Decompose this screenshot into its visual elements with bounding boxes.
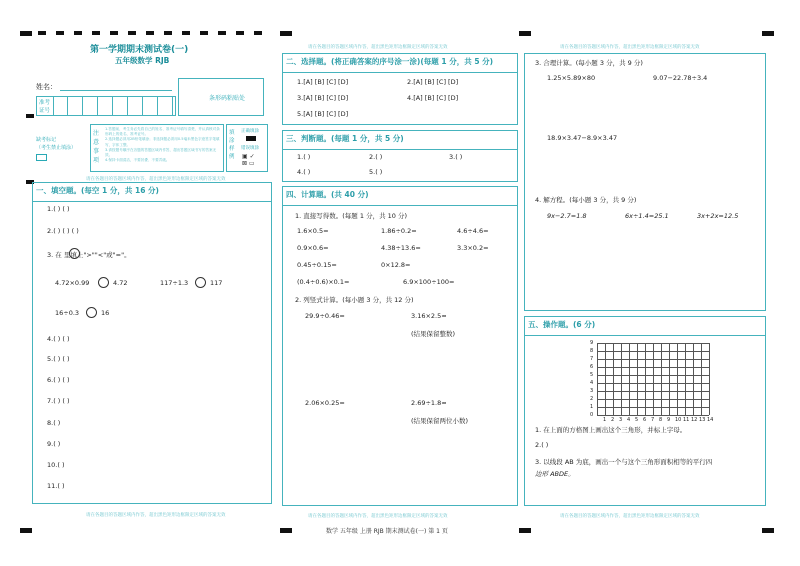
vertical-calc[interactable]: 3.16×2.5≈ <box>411 312 447 320</box>
timing-mark <box>280 528 292 533</box>
direct-calc[interactable]: 4.38÷13.6= <box>381 244 421 252</box>
compare-circle[interactable] <box>195 277 206 288</box>
judge-answer[interactable]: 2.( ) <box>369 153 383 161</box>
grid-hline <box>597 399 709 400</box>
grid-vline <box>645 343 646 415</box>
y-tick-label: 4 <box>590 380 594 386</box>
choice-row[interactable]: 4.[A] [B] [C] [D] <box>407 94 459 102</box>
grid-vline <box>669 343 670 415</box>
timing-mark <box>762 31 774 36</box>
y-tick-label: 1 <box>590 404 594 410</box>
y-tick-label: 2 <box>590 396 594 402</box>
direct-calc[interactable]: 3.3×0.2= <box>457 244 489 252</box>
timing-mark <box>762 528 774 533</box>
answer-line[interactable]: 5.( ) ( ) <box>47 355 70 363</box>
note-line: 1.答题前，考生务必先将自己的姓名、准考证号填写清楚，并认真核对条形码上的姓名、准考证号。 <box>105 127 220 137</box>
grid-vline <box>709 343 710 415</box>
question-text: 1. 直接写得数。(每题 1 分，共 10 分) <box>295 212 408 220</box>
section4-title: 四、计算题。(共 40 分) <box>286 190 369 199</box>
grid-vline <box>701 343 702 415</box>
grid-vline <box>597 343 598 415</box>
vertical-note: (结果保留两位小数) <box>411 417 469 425</box>
y-tick-label: 9 <box>590 340 594 346</box>
absent-mark <box>36 136 86 161</box>
y-tick-label: 6 <box>590 364 594 370</box>
x-tick-label: 14 <box>707 417 714 423</box>
judge-answer[interactable]: 4.( ) <box>297 168 311 176</box>
direct-calc[interactable]: 0.9×0.6= <box>297 244 329 252</box>
grid-vline <box>677 343 678 415</box>
smart-calc[interactable]: 9.07−22.78÷3.4 <box>653 74 708 82</box>
vertical-calc[interactable]: 2.69÷1.8≈ <box>411 399 447 407</box>
coordinate-grid[interactable] <box>590 340 714 423</box>
note-line: 3.请按题号顺序在各题的答题区域内作答，超出答题区域书写的答案无效。 <box>105 147 217 158</box>
question-text: 4. 解方程。(每小题 3 分，共 9 分) <box>535 196 637 204</box>
boundary-note: 请在各题目的答题区域内作答，超出黑色矩形边框限定区域的答案无效 <box>560 45 700 50</box>
barcode-area <box>178 78 264 116</box>
x-tick-label: 1 <box>603 417 607 423</box>
direct-calc[interactable]: 1.6×0.5= <box>297 227 329 235</box>
y-tick-label: 5 <box>590 372 594 378</box>
boundary-note: 请在各题目的答题区域内作答，超出黑色矩形边框限定区域的答案无效 <box>86 513 226 518</box>
compare-right: 4.72 <box>113 279 128 287</box>
name-label: 姓名： <box>36 83 57 91</box>
judge-answer[interactable]: 1.( ) <box>297 153 311 161</box>
page-footer: 数学 五年级 上册 RJB 期末测试卷(一) 第 1 页 <box>326 528 448 535</box>
grid-hline <box>597 415 709 416</box>
y-tick-label: 8 <box>590 348 594 354</box>
grid-vline <box>693 343 694 415</box>
direct-calc[interactable]: 4.6÷4.6= <box>457 227 489 235</box>
judge-answer[interactable]: 3.( ) <box>449 153 463 161</box>
section-choice <box>282 53 518 125</box>
compare-circle <box>69 248 80 259</box>
answer-line[interactable]: 11.( ) <box>47 482 65 490</box>
exam-subtitle: 五年级数学 RJB <box>115 56 170 65</box>
x-tick-label: 13 <box>699 417 706 423</box>
choice-row[interactable]: 2.[A] [B] [C] [D] <box>407 78 459 86</box>
grid-vline <box>685 343 686 415</box>
x-tick-label: 4 <box>627 417 631 423</box>
operation-item: 1. 在上面的方格图上画出这个三角形，并标上字母。 <box>535 426 687 434</box>
smart-calc[interactable]: 18.9×3.47−8.9×3.47 <box>547 134 618 142</box>
compare-left: 16÷0.3 <box>55 309 80 317</box>
timing-mark <box>519 31 531 36</box>
note-line: 2.选择题必须用2B铅笔填涂；非选择题必须用0.5毫米黑色字迹签字笔填写，字体工整。 <box>105 137 220 147</box>
wrong-fill-label: 错误填涂 <box>241 146 259 151</box>
timing-mark <box>26 114 34 118</box>
section-fill-blank <box>32 182 272 504</box>
exam-title: 第一学期期末测试卷(一) <box>90 45 189 55</box>
exam-no-label-2: 证号 <box>39 108 51 114</box>
section-operation <box>524 316 766 506</box>
x-tick-label: 2 <box>611 417 615 423</box>
question-text: 3. 合理计算。(每小题 3 分，共 9 分) <box>535 59 643 67</box>
choice-row[interactable]: 1.[A] [B] [C] [D] <box>297 78 349 86</box>
compare-right: 16 <box>101 309 110 317</box>
grid-vline <box>621 343 622 415</box>
answer-line[interactable]: 10.( ) <box>47 461 65 469</box>
name-field[interactable] <box>60 90 172 91</box>
grid-hline <box>597 351 709 352</box>
grid-hline <box>597 407 709 408</box>
correct-fill-sample <box>246 136 256 141</box>
boundary-note: 请在各题目的答题区域内作答，超出黑色矩形边框限定区域的答案无效 <box>308 45 448 50</box>
answer-line[interactable]: 9.( ) <box>47 440 61 448</box>
y-tick-label: 7 <box>590 356 594 362</box>
vertical-calc[interactable]: 2.06×0.25= <box>305 399 345 407</box>
x-tick-label: 9 <box>667 417 671 423</box>
x-tick-label: 3 <box>619 417 623 423</box>
barcode-label: 条形码粘贴处 <box>209 95 246 102</box>
vertical-calc[interactable]: 29.9÷0.46= <box>305 312 345 320</box>
compare-right: 117 <box>210 279 223 287</box>
answer-line[interactable]: 7.( ) ( ) <box>47 397 70 405</box>
equation[interactable]: 3x+2x=12.5 <box>697 212 739 220</box>
grid-vline <box>653 343 654 415</box>
compare-left: 117÷1.3 <box>160 279 189 287</box>
x-tick-label: 10 <box>675 417 682 423</box>
timing-mark <box>20 31 32 36</box>
section2-title: 二、选择题。(将正确答案的序号涂一涂)(每题 1 分，共 5 分) <box>286 57 494 66</box>
x-tick-label: 12 <box>691 417 698 423</box>
operation-item: 边形 ABDE。 <box>535 470 575 478</box>
grid-hline <box>597 375 709 376</box>
equation[interactable]: 9x−2.7=1.8 <box>547 212 587 220</box>
question-text: 2. 列竖式计算。(每小题 3 分，共 12 分) <box>295 296 414 304</box>
direct-calc[interactable]: 0.45÷0.15= <box>297 261 337 269</box>
grid-hline <box>597 391 709 392</box>
section1-title: 一、填空题。(每空 1 分，共 16 分) <box>36 186 159 195</box>
compare-circle[interactable] <box>86 307 97 318</box>
answer-line[interactable]: 4.( ) ( ) <box>47 335 70 343</box>
exam-number-grid[interactable] <box>36 96 176 116</box>
choice-row[interactable]: 3.[A] [B] [C] [D] <box>297 94 349 102</box>
timing-mark <box>519 528 531 533</box>
grid-hline <box>597 383 709 384</box>
section3-title: 三、判断题。(每题 1 分，共 5 分) <box>286 134 404 143</box>
judge-answer[interactable]: 5.( ) <box>369 168 383 176</box>
section-calc <box>282 186 518 506</box>
timing-strip <box>38 31 268 35</box>
x-tick-label: 7 <box>651 417 655 423</box>
answer-line[interactable]: 6.( ) ( ) <box>47 376 70 384</box>
compare-circle[interactable] <box>98 277 109 288</box>
grid-vline <box>613 343 614 415</box>
compare-left: 4.72×0.99 <box>55 279 90 287</box>
boundary-note: 请在各题目的答题区域内作答，超出黑色矩形边框限定区域的答案无效 <box>86 177 226 182</box>
exam-no-label-1: 准考 <box>39 100 51 106</box>
note-line: 4.保持卡面清洁，不要折叠、不要弄破。 <box>105 158 170 163</box>
timing-mark <box>20 528 32 533</box>
section-calc-continued <box>524 53 766 311</box>
choice-row[interactable]: 5.[A] [B] [C] [D] <box>297 110 349 118</box>
grid-vline <box>605 343 606 415</box>
direct-calc[interactable]: 1.86÷0.2= <box>381 227 417 235</box>
boundary-note: 请在各题目的答题区域内作答，超出黑色矩形边框限定区域的答案无效 <box>560 514 700 519</box>
x-tick-label: 5 <box>635 417 639 423</box>
direct-calc[interactable]: 0×12.8= <box>381 261 411 269</box>
absent-label: 缺考标记 <box>36 137 57 143</box>
equation[interactable]: 6x÷1.4=25.1 <box>625 212 669 220</box>
boundary-note: 请在各题目的答题区域内作答，超出黑色矩形边框限定区域的答案无效 <box>308 514 448 519</box>
grid-hline <box>597 359 709 360</box>
absent-checkbox[interactable] <box>36 154 47 161</box>
answer-line[interactable]: 8.( ) <box>47 419 61 427</box>
grid-hline <box>597 343 709 344</box>
direct-calc[interactable]: (0.4÷0.6)×0.1= <box>297 278 350 286</box>
answer-line[interactable]: 1.( ) ( ) <box>47 205 70 213</box>
y-tick-label: 3 <box>590 388 594 394</box>
direct-calc[interactable]: 6.9×100÷100= <box>403 278 455 286</box>
correct-fill-label: 正确填涂 <box>241 129 259 134</box>
timing-mark <box>280 31 292 36</box>
smart-calc[interactable]: 1.25×5.89×80 <box>547 74 596 82</box>
x-tick-label: 8 <box>659 417 663 423</box>
absent-sub: （考生禁止填涂） <box>36 145 77 151</box>
operation-item: 3. 以线段 AB 为底，画出一个与这个三角形面积相等的平行四 <box>535 458 713 466</box>
y-tick-label: 0 <box>590 412 594 418</box>
operation-item[interactable]: 2.( ) <box>535 441 549 449</box>
notes-box: 注 意 事 项 1.答题前，考生务必先将自己的姓名、准考证号填写清楚，并认真核对条形码上的姓名、准考证号。 2.选择题必须用2B铅笔填涂；非选择题必须用0.5毫米黑色字迹签字笔填写，字体工整。 3.请按题号顺序在各题的答题区域内作答，超出答题区域书写的答案无效。 4.保持卡面清洁，不要折叠、不要弄破。 <box>90 124 224 172</box>
x-tick-label: 6 <box>643 417 647 423</box>
question-text: 3. 在 里填上">""<"或"="。 <box>47 251 131 259</box>
section-judge <box>282 130 518 182</box>
fill-example-box: 填 涂 样 例 正确填涂 错误填涂 ▣ ✓ ⊠ ▭ <box>226 124 268 172</box>
wrong-fill-samples: ▣ ✓ ⊠ ▭ <box>242 153 255 167</box>
grid-vline <box>629 343 630 415</box>
section5-title: 五、操作题。(6 分) <box>528 320 596 329</box>
vertical-note: (结果保留整数) <box>411 330 456 338</box>
x-tick-label: 11 <box>683 417 690 423</box>
grid-vline <box>637 343 638 415</box>
grid-hline <box>597 367 709 368</box>
answer-line[interactable]: 2.( ) ( ) ( ) <box>47 227 79 235</box>
grid-vline <box>661 343 662 415</box>
